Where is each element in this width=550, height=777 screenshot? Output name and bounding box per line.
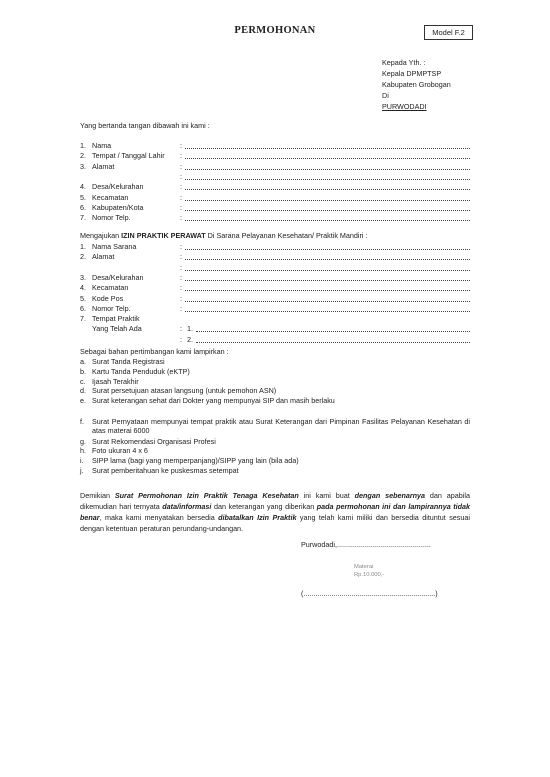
fill-line[interactable] [185, 158, 470, 159]
attachment-item: g. Surat Rekomendasi Organisasi Profesi [80, 436, 216, 446]
attachment-item: h. Foto ukuran 4 x 6 [80, 446, 148, 456]
fill-line[interactable] [196, 342, 470, 343]
applicant-field-row[interactable]: 4. Desa/Kelurahan : [80, 182, 470, 192]
applicant-field-row[interactable]: 2. Tempat / Tanggal Lahir : [80, 151, 470, 161]
fill-line[interactable] [185, 270, 470, 271]
attachment-item: i. SIPP lama (bagi yang memperpanjang)/SIPP yang lain (bila ada) [80, 456, 299, 466]
practice-label-row: 7. Tempat Praktik [80, 314, 140, 324]
recipient-line-5: PURWODADI [382, 102, 427, 111]
facility-field-row[interactable]: 5. Kode Pos : [80, 294, 470, 304]
fill-line[interactable] [196, 331, 470, 332]
fill-line[interactable] [185, 301, 470, 302]
model-label: Model F.2 [424, 25, 473, 40]
intro-text: Yang bertanda tangan dibawah ini kami : [80, 121, 210, 130]
fill-line[interactable] [185, 311, 470, 312]
attachment-item: d. Surat persetujuan atasan langsung (untuk pemohon ASN) [80, 386, 277, 396]
recipient-line-1: Kepada Yth. : [382, 58, 426, 67]
attachment-item: j. Surat pemberitahuan ke puskesmas setempat [80, 465, 239, 475]
fill-line[interactable] [185, 200, 470, 201]
recipient-line-4: Di [382, 91, 389, 100]
stamp-placeholder [354, 563, 384, 579]
fill-line[interactable] [185, 220, 470, 221]
applicant-field-row[interactable]: 1. Nama : [80, 141, 470, 151]
signature-place-date[interactable]: Purwodadi,............................................... [301, 540, 431, 549]
attachment-item: a. Surat Tanda Registrasi [80, 357, 165, 366]
facility-field-row[interactable]: : [80, 263, 470, 273]
attachment-item: e. Surat keterangan sehat dari Dokter yang mempunyai SIP dan masih berlaku [80, 396, 335, 406]
stamp-label: Materai [354, 564, 374, 570]
fill-line[interactable] [185, 259, 470, 260]
applicant-field-row[interactable]: : [80, 172, 470, 182]
fill-line[interactable] [185, 148, 470, 149]
signature-name-line[interactable]: (..................................................................) [301, 589, 438, 598]
document-title: PERMOHONAN [234, 25, 316, 36]
recipient-address [382, 57, 451, 112]
applicant-field-row[interactable]: 6. Kabupaten/Kota : [80, 203, 470, 213]
attachments-intro: Sebagai bahan pertimbangan kami lampirkan : [80, 347, 229, 356]
facility-field-row[interactable]: 2. Alamat : [80, 252, 470, 262]
practice-row-1[interactable]: Yang Telah Ada : 1. [80, 324, 470, 334]
fill-line[interactable] [185, 280, 470, 281]
stamp-value: Rp.10.000,- [354, 572, 385, 578]
fill-line[interactable] [185, 179, 470, 180]
recipient-line-3: Kabupaten Grobogan [382, 80, 451, 89]
facility-field-row[interactable]: 4. Kecamatan : [80, 283, 470, 293]
request-text: Mengajukan IZIN PRAKTIK PERAWAT Di Sarana Pelayanan Kesehatan/ Praktik Mandiri : [80, 231, 368, 240]
applicant-field-row[interactable]: 5. Kecamatan : [80, 193, 470, 203]
fill-line[interactable] [185, 210, 470, 211]
fill-line[interactable] [185, 189, 470, 190]
fill-line[interactable] [185, 290, 470, 291]
recipient-line-2: Kepala DPMPTSP [382, 69, 442, 78]
fill-line[interactable] [185, 249, 470, 250]
facility-field-row[interactable]: 6. Nomor Telp. : [80, 304, 470, 314]
attachment-item: c. Ijasah Terakhir [80, 376, 139, 386]
attachment-item: b. Kartu Tanda Penduduk (eKTP) [80, 366, 190, 376]
attachment-item: f. Surat Pernyataan mempunyai tempat praktik atau Surat Keterangan dari Pimpinan Fasilitas Pelayanan Kesehatan di atas materai 6000 [80, 417, 470, 436]
applicant-field-row[interactable]: 7. Nomor Telp. : [80, 213, 470, 223]
facility-field-row[interactable]: 3. Desa/Kelurahan : [80, 273, 470, 283]
practice-row-2[interactable]: : 2. [80, 335, 470, 345]
facility-field-row[interactable]: 1. Nama Sarana : [80, 242, 470, 252]
closing-paragraph: Demikian Surat Permohonan Izin Praktik Tenaga Kesehatan ini kami buat dengan sebenarnya dan apabila dikemudian hari ternyata data/informasi dan keterangan yang diberikan pada permohonan ini dan lampirannya tidak benar, maka kami menyatakan bersedia dibatalkan Izin Praktik yang telah kami miliki dan bersedia dituntut sesuai dengan ketentuan peraturan perundang-undangan. [80, 491, 470, 533]
applicant-field-row[interactable]: 3. Alamat : [80, 162, 470, 172]
fill-line[interactable] [185, 169, 470, 170]
